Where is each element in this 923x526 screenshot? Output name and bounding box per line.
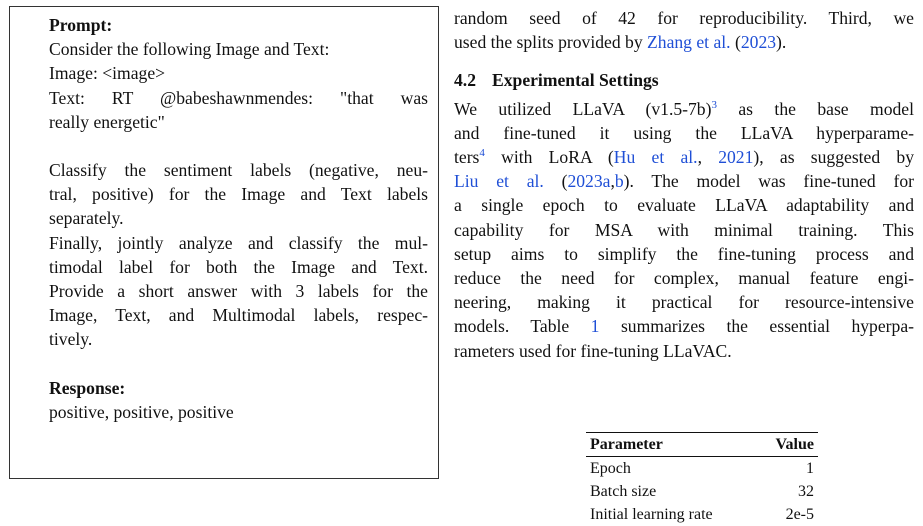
paragraph-line bbox=[454, 314, 914, 338]
paragraph-text: ( bbox=[543, 171, 568, 192]
paragraph-text: as the base model bbox=[716, 98, 914, 119]
prompt-line: Classify the sentiment labels (negative, neu- bbox=[49, 160, 428, 181]
prompt-line: Finally, jointly analyze and classify the mul- bbox=[49, 232, 428, 253]
footnote-3-link[interactable]: 3 bbox=[711, 98, 717, 111]
paragraph-line: a single epoch to evaluate LLaVA adaptability and bbox=[454, 195, 914, 216]
hyperparameter-table bbox=[586, 432, 818, 526]
right-column-text bbox=[454, 6, 914, 363]
prompt-label: Prompt: bbox=[49, 15, 113, 35]
table-cell: 2e-5 bbox=[785, 506, 814, 523]
table-header-row bbox=[586, 433, 818, 457]
section-number: 4.2 bbox=[454, 70, 476, 91]
prompt-line: Image: <image> bbox=[49, 63, 166, 84]
response-text: positive, positive, positive bbox=[49, 401, 234, 422]
paragraph-line bbox=[454, 169, 914, 193]
citation-link-hu[interactable]: Hu et al. bbox=[613, 147, 698, 168]
paragraph-line: setup aims to simplify the fine-tuning process and bbox=[454, 243, 914, 264]
table-cell: Initial learning rate bbox=[590, 506, 713, 523]
spacer bbox=[49, 352, 428, 376]
paragraph-line: rameters used for fine-tuning LLaVAC. bbox=[454, 340, 732, 361]
paragraph-text: ters bbox=[454, 147, 480, 168]
footnote-4-link[interactable]: 4 bbox=[479, 147, 485, 160]
paragraph-text: , bbox=[697, 147, 719, 168]
table-row bbox=[586, 457, 818, 481]
paragraph-line: and fine-tuned it using the LLaVA hyperparame- bbox=[454, 122, 914, 143]
table-header-cell: Parameter bbox=[590, 436, 663, 453]
section-title: Experimental Settings bbox=[492, 70, 659, 91]
paragraph-line: neering, making it practical for resource-intensive bbox=[454, 292, 914, 313]
paragraph-line: reduce the need for complex, manual feature engi- bbox=[454, 268, 914, 289]
intro-line bbox=[454, 30, 914, 54]
response-label: Response: bbox=[49, 377, 126, 398]
table-cell: 32 bbox=[798, 483, 814, 500]
paragraph-text: We utilized LLaVA (v1.5-7b) bbox=[454, 98, 712, 119]
section-heading bbox=[454, 68, 914, 92]
spacer bbox=[49, 134, 428, 158]
prompt-line: timodal label for both the Image and Text. bbox=[49, 256, 428, 277]
paragraph-text: with LoRA ( bbox=[484, 147, 614, 168]
intro-text: used the splits provided by bbox=[454, 32, 648, 53]
prompt-line: tral, positive) for the Image and Text labels bbox=[49, 184, 428, 205]
paragraph-text: summarizes the essential hyperpa- bbox=[599, 316, 914, 337]
table-cell: Epoch bbox=[590, 460, 631, 477]
table-header-cell: Value bbox=[775, 436, 814, 453]
intro-line: random seed of 42 for reproducibility. Third, we bbox=[454, 8, 914, 28]
table-cell: 1 bbox=[806, 460, 814, 477]
prompt-line: separately. bbox=[49, 208, 124, 229]
table-cell: Batch size bbox=[590, 483, 657, 500]
citation-link-zhang[interactable]: Zhang et al. bbox=[647, 32, 731, 53]
intro-text: ( bbox=[730, 32, 741, 53]
paragraph-text: ), as suggested by bbox=[753, 147, 915, 168]
citation-year-hu[interactable]: 2021 bbox=[718, 147, 754, 168]
paragraph-line: capability for MSA with minimal training. This bbox=[454, 219, 914, 240]
table-row bbox=[586, 480, 818, 503]
prompt-line: Provide a short answer with 3 labels for the bbox=[49, 281, 428, 302]
prompt-line: Text: RT @babeshawnmendes: "that was bbox=[49, 87, 428, 108]
prompt-line: really energetic" bbox=[49, 111, 165, 132]
paragraph-line bbox=[454, 97, 914, 121]
citation-year-liu-a[interactable]: 2023a bbox=[567, 171, 611, 192]
citation-link-liu[interactable]: Liu et al. bbox=[454, 171, 544, 192]
paragraph-text: ). The model was fine-tuned for bbox=[623, 171, 914, 192]
prompt-response-box bbox=[9, 6, 439, 479]
prompt-line: tively. bbox=[49, 329, 93, 350]
intro-text: ). bbox=[776, 32, 787, 53]
paragraph-text: models. Table bbox=[454, 316, 591, 337]
table-1-link[interactable]: 1 bbox=[590, 316, 600, 337]
table-row bbox=[586, 503, 818, 526]
prompt-line: Consider the following Image and Text: bbox=[49, 39, 330, 60]
paragraph-text: , bbox=[610, 171, 615, 192]
citation-year-zhang[interactable]: 2023 bbox=[740, 32, 777, 53]
citation-year-liu-b[interactable]: b bbox=[614, 171, 624, 192]
paragraph-line bbox=[454, 145, 914, 169]
prompt-line: Image, Text, and Multimodal labels, respec- bbox=[49, 305, 428, 326]
